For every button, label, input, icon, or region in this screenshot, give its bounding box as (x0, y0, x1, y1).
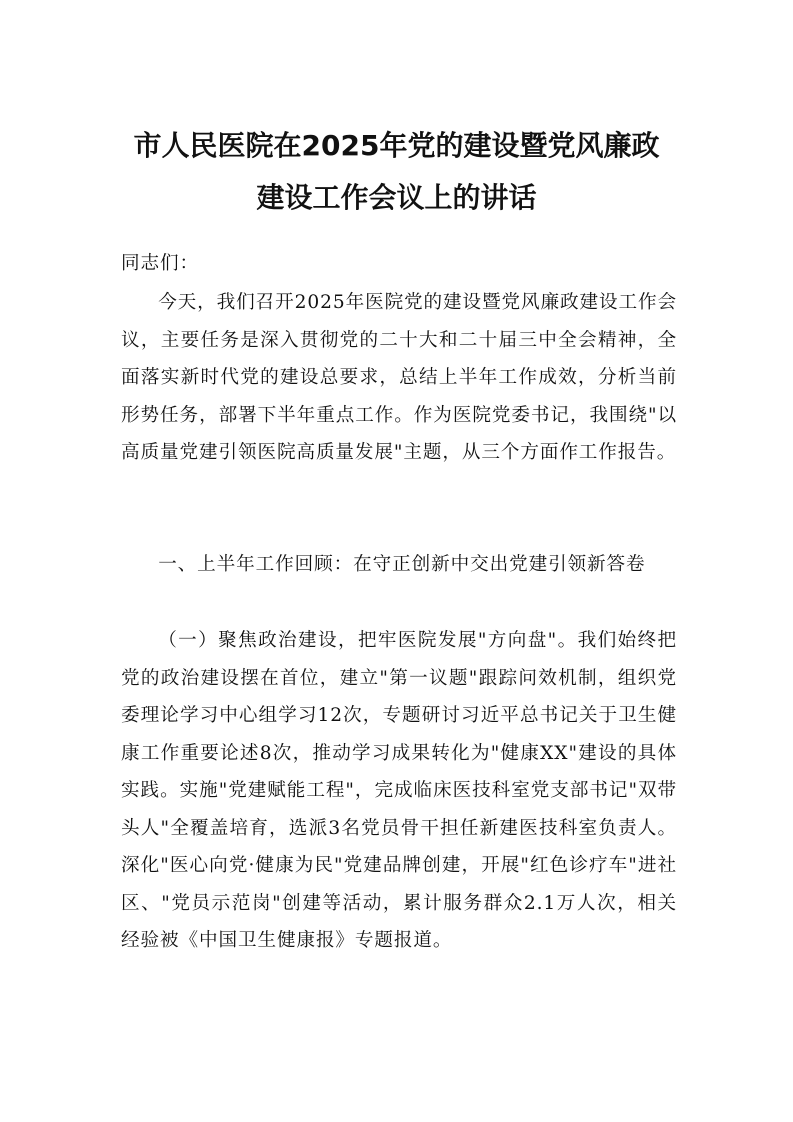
greeting: 同志们： (121, 253, 199, 274)
section-heading: 一、上半年工作回顾：在守正创新中交出党建引领新答卷 (158, 554, 646, 575)
title-line-2: 建设工作会议上的讲话 (256, 181, 537, 214)
document-title (100, 120, 693, 224)
paragraph-political-building: （一）聚焦政治建设，把牢医院发展"方向盘"。我们始终把党的政治建设摆在首位，建立"第一议题"跟踪问效机制，组织党委理论学习中心组学习12次，专题研讨习近平总书记关于卫生健康工作重要论述8次，推动学习成果转化为"健康XX"建设的具体实践。实施"党建赋能工程"，完成临床医技科室党支部书记"双带头人"全覆盖培育，选派3名党员骨干担任新建医技科室负责人。深化"医心向党·健康为民"党建品牌创建，开展"红色诊疗车"进社区、"党员示范岗"创建等活动，累计服务群众2.1万人次，相关经验被《中国卫生健康报》专题报道。 (121, 630, 677, 951)
title-line-1: 市人民医院在2025年党的建设暨党风廉政 (133, 129, 660, 162)
paragraph-opening: 今天，我们召开2025年医院党的建设暨党风廉政建设工作会议，主要任务是深入贯彻党的二十大和二十届三中全会精神，全面落实新时代党的建设总要求，总结上半年工作成效，分析当前形势任务，部署下半年重点工作。作为医院党委书记，我围绕"以高质量党建引领医院高质量发展"主题，从三个方面作工作报告。 (121, 292, 677, 463)
